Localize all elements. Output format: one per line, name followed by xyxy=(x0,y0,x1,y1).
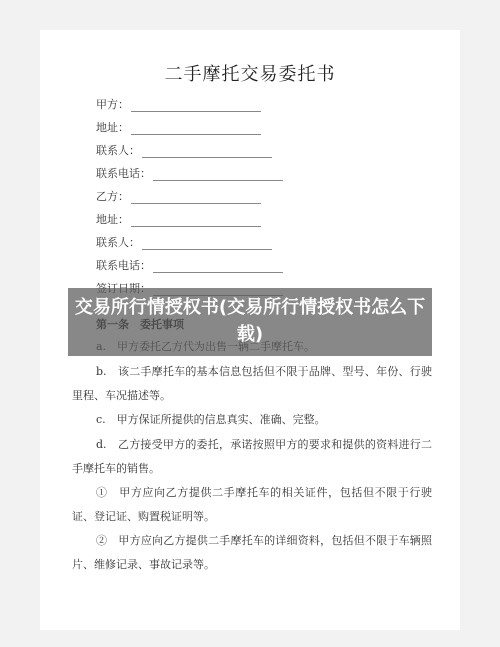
fill-line xyxy=(131,101,261,112)
party-b-contact-field xyxy=(96,234,272,250)
party-b-phone-field xyxy=(96,257,283,273)
banner-title: 交易所行情授权书(交易所行情授权书怎么下载) xyxy=(74,297,426,345)
title-overlay-banner xyxy=(68,288,432,356)
fill-line xyxy=(153,262,283,273)
field-label: 联系电话： xyxy=(96,259,151,272)
fill-line xyxy=(131,216,261,227)
fill-line xyxy=(142,239,272,250)
field-label: 联系电话： xyxy=(96,167,151,180)
clause-c: c. 甲方保证所提供的信息真实、准确、完整。 xyxy=(96,413,326,426)
clause-d: d. 乙方接受甲方的委托，承诺按照甲方的要求和提供的资料进行二手摩托车的销售。 xyxy=(72,438,432,475)
clause-item-2: ② 甲方应向乙方提供二手摩托车的详细资料，包括但不限于车辆照片、维修记录、事故记录等。 xyxy=(72,534,432,571)
field-label: 甲方： xyxy=(96,98,129,111)
field-label: 地址： xyxy=(96,121,129,134)
field-label: 联系人： xyxy=(96,236,140,249)
clause-item-1: ① 甲方应向乙方提供二手摩托车的相关证件，包括但不限于行驶证、登记证、购置税证明等。 xyxy=(72,486,432,523)
party-b-address-field xyxy=(96,211,261,227)
field-label: 地址： xyxy=(96,213,129,226)
party-a-field xyxy=(96,96,261,112)
fill-line xyxy=(131,193,261,204)
fill-line xyxy=(142,147,272,158)
party-b-field xyxy=(96,188,261,204)
clause-b: b. 该二手摩托车的基本信息包括但不限于品牌、型号、年份、行驶里程、车况描述等。 xyxy=(72,365,432,402)
party-a-phone-field xyxy=(96,165,283,181)
document-title: 二手摩托交易委托书 xyxy=(164,64,336,85)
fill-line xyxy=(131,124,261,135)
fill-line xyxy=(153,170,283,181)
field-label: 乙方： xyxy=(96,190,129,203)
field-label: 联系人： xyxy=(96,144,140,157)
party-a-address-field xyxy=(96,119,261,135)
party-a-contact-field xyxy=(96,142,272,158)
